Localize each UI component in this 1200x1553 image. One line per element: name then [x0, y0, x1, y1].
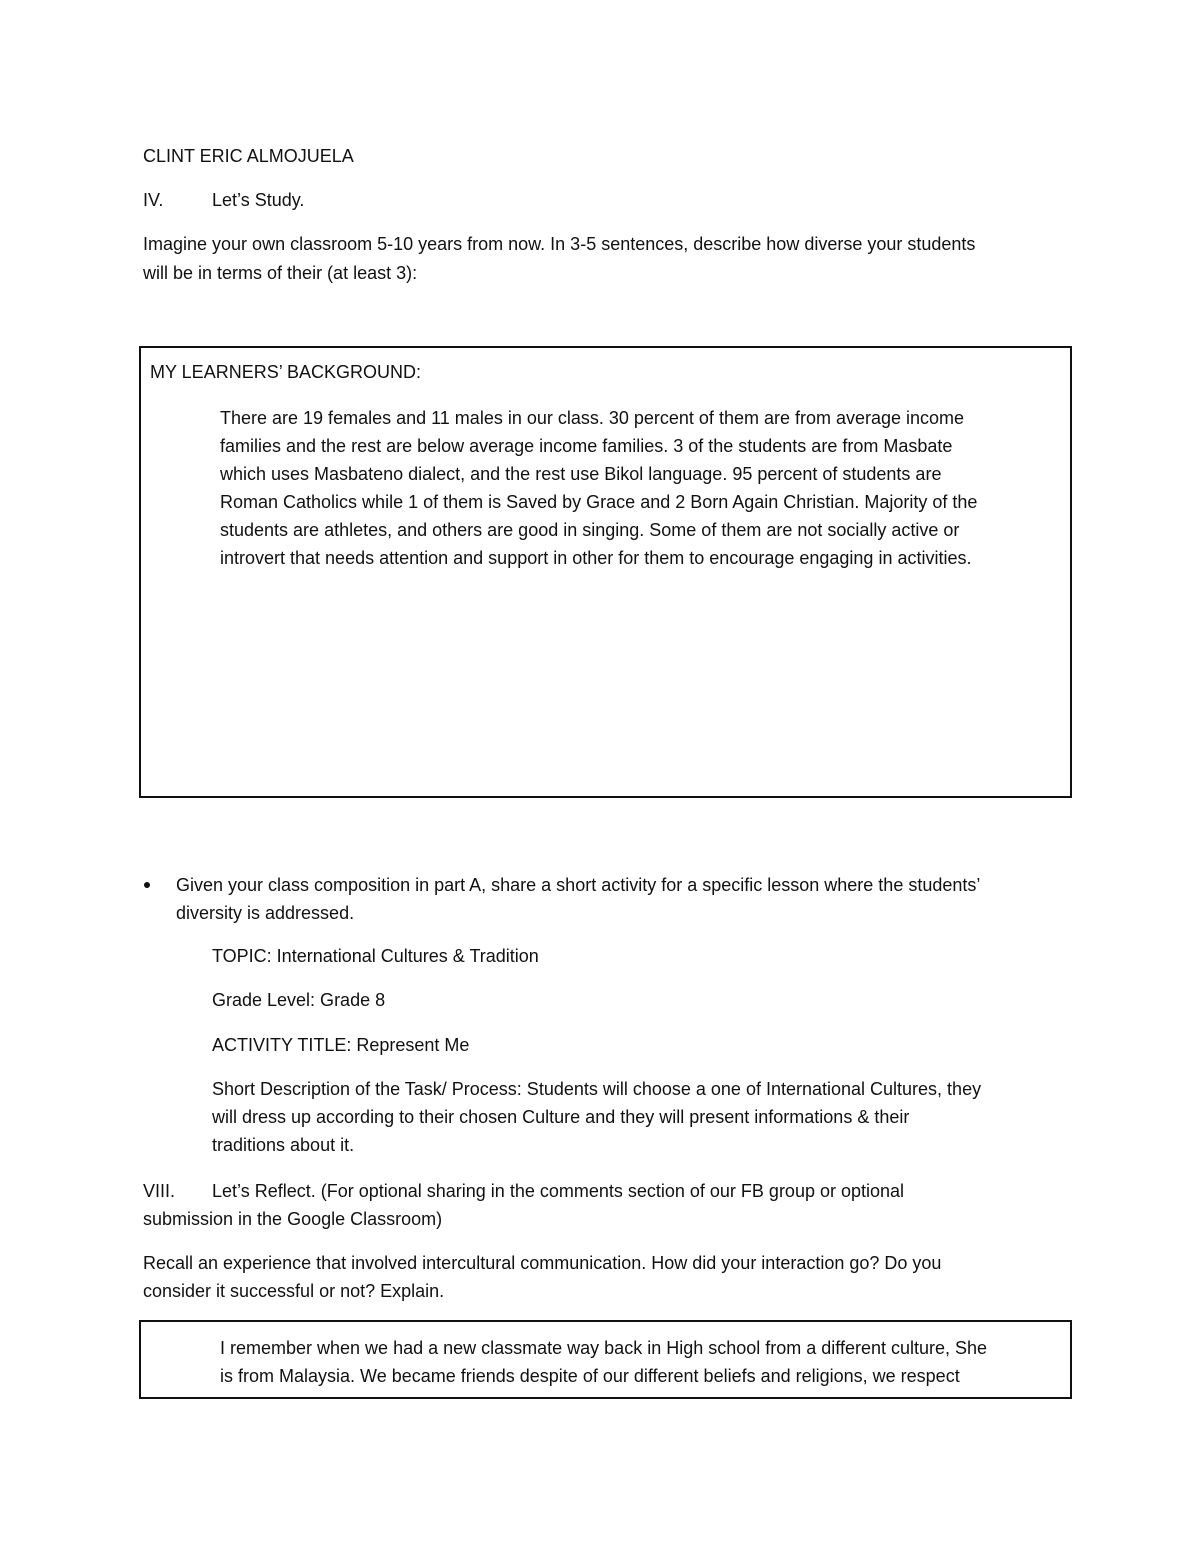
section-viii-prompt-line: Recall an experience that involved intercultural communication. How did your interaction go? Do you — [143, 1253, 942, 1273]
background-text-line: which uses Masbateno dialect, and the rest use Bikol language. 95 percent of students are — [220, 464, 942, 484]
reflection-box — [139, 1320, 1072, 1399]
activity-description-line: will dress up according to their chosen Culture and they will present informations & their — [212, 1107, 910, 1127]
section-viii-prompt-line: consider it successful or not? Explain. — [143, 1281, 445, 1301]
section-iv-number: IV. — [143, 190, 164, 210]
background-text-line: There are 19 females and 11 males in our class. 30 percent of them are from average income — [220, 408, 965, 428]
activity-instruction-line: Given your class composition in part A, share a short activity for a specific lesson where the students’ — [176, 875, 981, 895]
section-viii-title: Let’s Reflect. (For optional sharing in the comments section of our FB group or optional — [212, 1181, 905, 1201]
reflection-text-line: is from Malaysia. We became friends despite of our different beliefs and religions, we respect — [220, 1366, 960, 1386]
student-name: CLINT ERIC ALMOJUELA — [143, 146, 354, 166]
activity-title: ACTIVITY TITLE: Represent Me — [212, 1035, 470, 1055]
reflection-text-line: I remember when we had a new classmate way back in High school from a different culture, She — [220, 1338, 988, 1358]
learners-background-box — [139, 346, 1072, 798]
section-iv-prompt-line: Imagine your own classroom 5-10 years from now. In 3-5 sentences, describe how diverse your students — [143, 234, 976, 254]
background-text-line: students are athletes, and others are good in singing. Some of them are not socially active or — [220, 520, 960, 540]
learners-background-label: MY LEARNERS’ BACKGROUND: — [150, 362, 422, 382]
section-viii-number: VIII. — [143, 1181, 176, 1201]
background-text-line: families and the rest are below average income families. 3 of the students are from Masbate — [220, 436, 953, 456]
bullet-icon — [144, 882, 150, 888]
section-iv-prompt-line: will be in terms of their (at least 3): — [143, 263, 418, 283]
activity-topic: TOPIC: International Cultures & Tradition — [212, 946, 539, 966]
section-viii-title-continued: submission in the Google Classroom) — [143, 1209, 443, 1229]
activity-grade-level: Grade Level: Grade 8 — [212, 990, 386, 1010]
section-iv-title: Let’s Study. — [212, 190, 305, 210]
activity-instruction-line: diversity is addressed. — [176, 903, 355, 923]
background-text-line: Roman Catholics while 1 of them is Saved by Grace and 2 Born Again Christian. Majority of the — [220, 492, 978, 512]
activity-description-line: Short Description of the Task/ Process: Students will choose a one of International Cultures, they — [212, 1079, 982, 1099]
activity-description-line: traditions about it. — [212, 1135, 355, 1155]
background-text-line: introvert that needs attention and support in other for them to encourage engaging in activities. — [220, 548, 972, 568]
